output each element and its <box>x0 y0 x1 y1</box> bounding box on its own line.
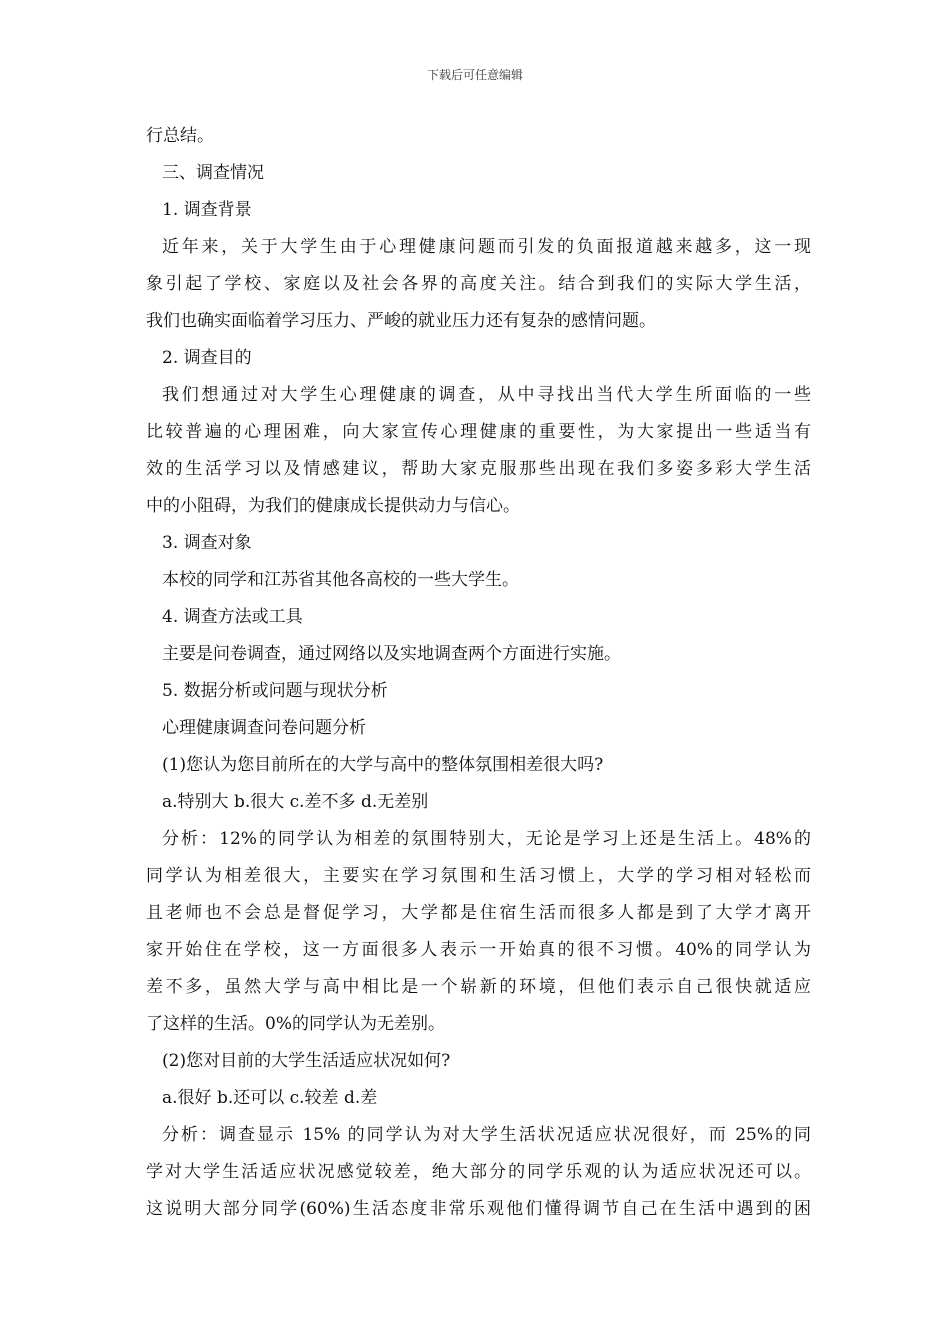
text-line: 分析：12%的同学认为相差的氛围特别大，无论是学习上还是生活上。48%的 <box>162 829 811 849</box>
text-line: 家开始住在学校，这一方面很多人表示一开始真的很不习惯。40%的同学认为 <box>146 940 811 960</box>
text-line: a.特别大 b.很大 c.差不多 d.无差别 <box>162 792 429 812</box>
text-line: 同学认为相差很大，主要实在学习氛围和生活习惯上，大学的学习相对轻松而 <box>146 866 811 886</box>
page-header: 下载后可任意编辑 <box>426 68 523 82</box>
text-line: 中的小阻碍，为我们的健康成长提供动力与信心。 <box>146 496 520 516</box>
text-line: 了这样的生活。0%的同学认为无差别。 <box>146 1014 445 1034</box>
text-line: 2. 调查目的 <box>162 348 252 368</box>
text-line: a.很好 b.还可以 c.较差 d.差 <box>162 1088 378 1108</box>
text-line: 三、调查情况 <box>162 163 264 183</box>
text-line: 本校的同学和江苏省其他各高校的一些大学生。 <box>162 570 519 590</box>
document-body <box>146 118 811 1228</box>
text-line: 且老师也不会总是督促学习，大学都是住宿生活而很多人都是到了大学才离开 <box>146 903 811 923</box>
text-line: 主要是问卷调查，通过网络以及实地调查两个方面进行实施。 <box>162 644 621 664</box>
text-line: 比较普遍的心理困难，向大家宣传心理健康的重要性，为大家提出一些适当有 <box>146 422 811 442</box>
text-line: 我们也确实面临着学习压力、严峻的就业压力还有复杂的感情问题。 <box>146 311 656 331</box>
text-line: 5. 数据分析或问题与现状分析 <box>162 681 388 701</box>
text-line: 4. 调查方法或工具 <box>162 607 303 627</box>
text-line: 这说明大部分同学(60%)生活态度非常乐观他们懂得调节自己在生活中遇到的困 <box>146 1199 811 1219</box>
text-line: 我们想通过对大学生心理健康的调查，从中寻找出当代大学生所面临的一些 <box>162 385 811 405</box>
text-line: 差不多，虽然大学与高中相比是一个崭新的环境，但他们表示自己很快就适应 <box>146 977 811 997</box>
text-line: 学对大学生活适应状况感觉较差，绝大部分的同学乐观的认为适应状况还可以。 <box>146 1162 811 1182</box>
text-line: 3. 调查对象 <box>162 533 252 553</box>
text-line: 象引起了学校、家庭以及社会各界的高度关注。结合到我们的实际大学生活， <box>146 274 811 294</box>
text-line: (2)您对目前的大学生活适应状况如何? <box>162 1051 451 1071</box>
text-line: 心理健康调查问卷问题分析 <box>162 718 366 738</box>
text-line: 行总结。 <box>146 126 214 146</box>
text-line: 1. 调查背景 <box>162 200 252 220</box>
text-line: (1)您认为您目前所在的大学与高中的整体氛围相差很大吗? <box>162 755 604 775</box>
text-line: 近年来，关于大学生由于心理健康问题而引发的负面报道越来越多，这一现 <box>162 237 811 257</box>
text-line: 分析：调查显示 15% 的同学认为对大学生活状况适应状况很好，而 25%的同 <box>162 1125 811 1145</box>
text-line: 效的生活学习以及情感建议，帮助大家克服那些出现在我们多姿多彩大学生活 <box>146 459 811 479</box>
